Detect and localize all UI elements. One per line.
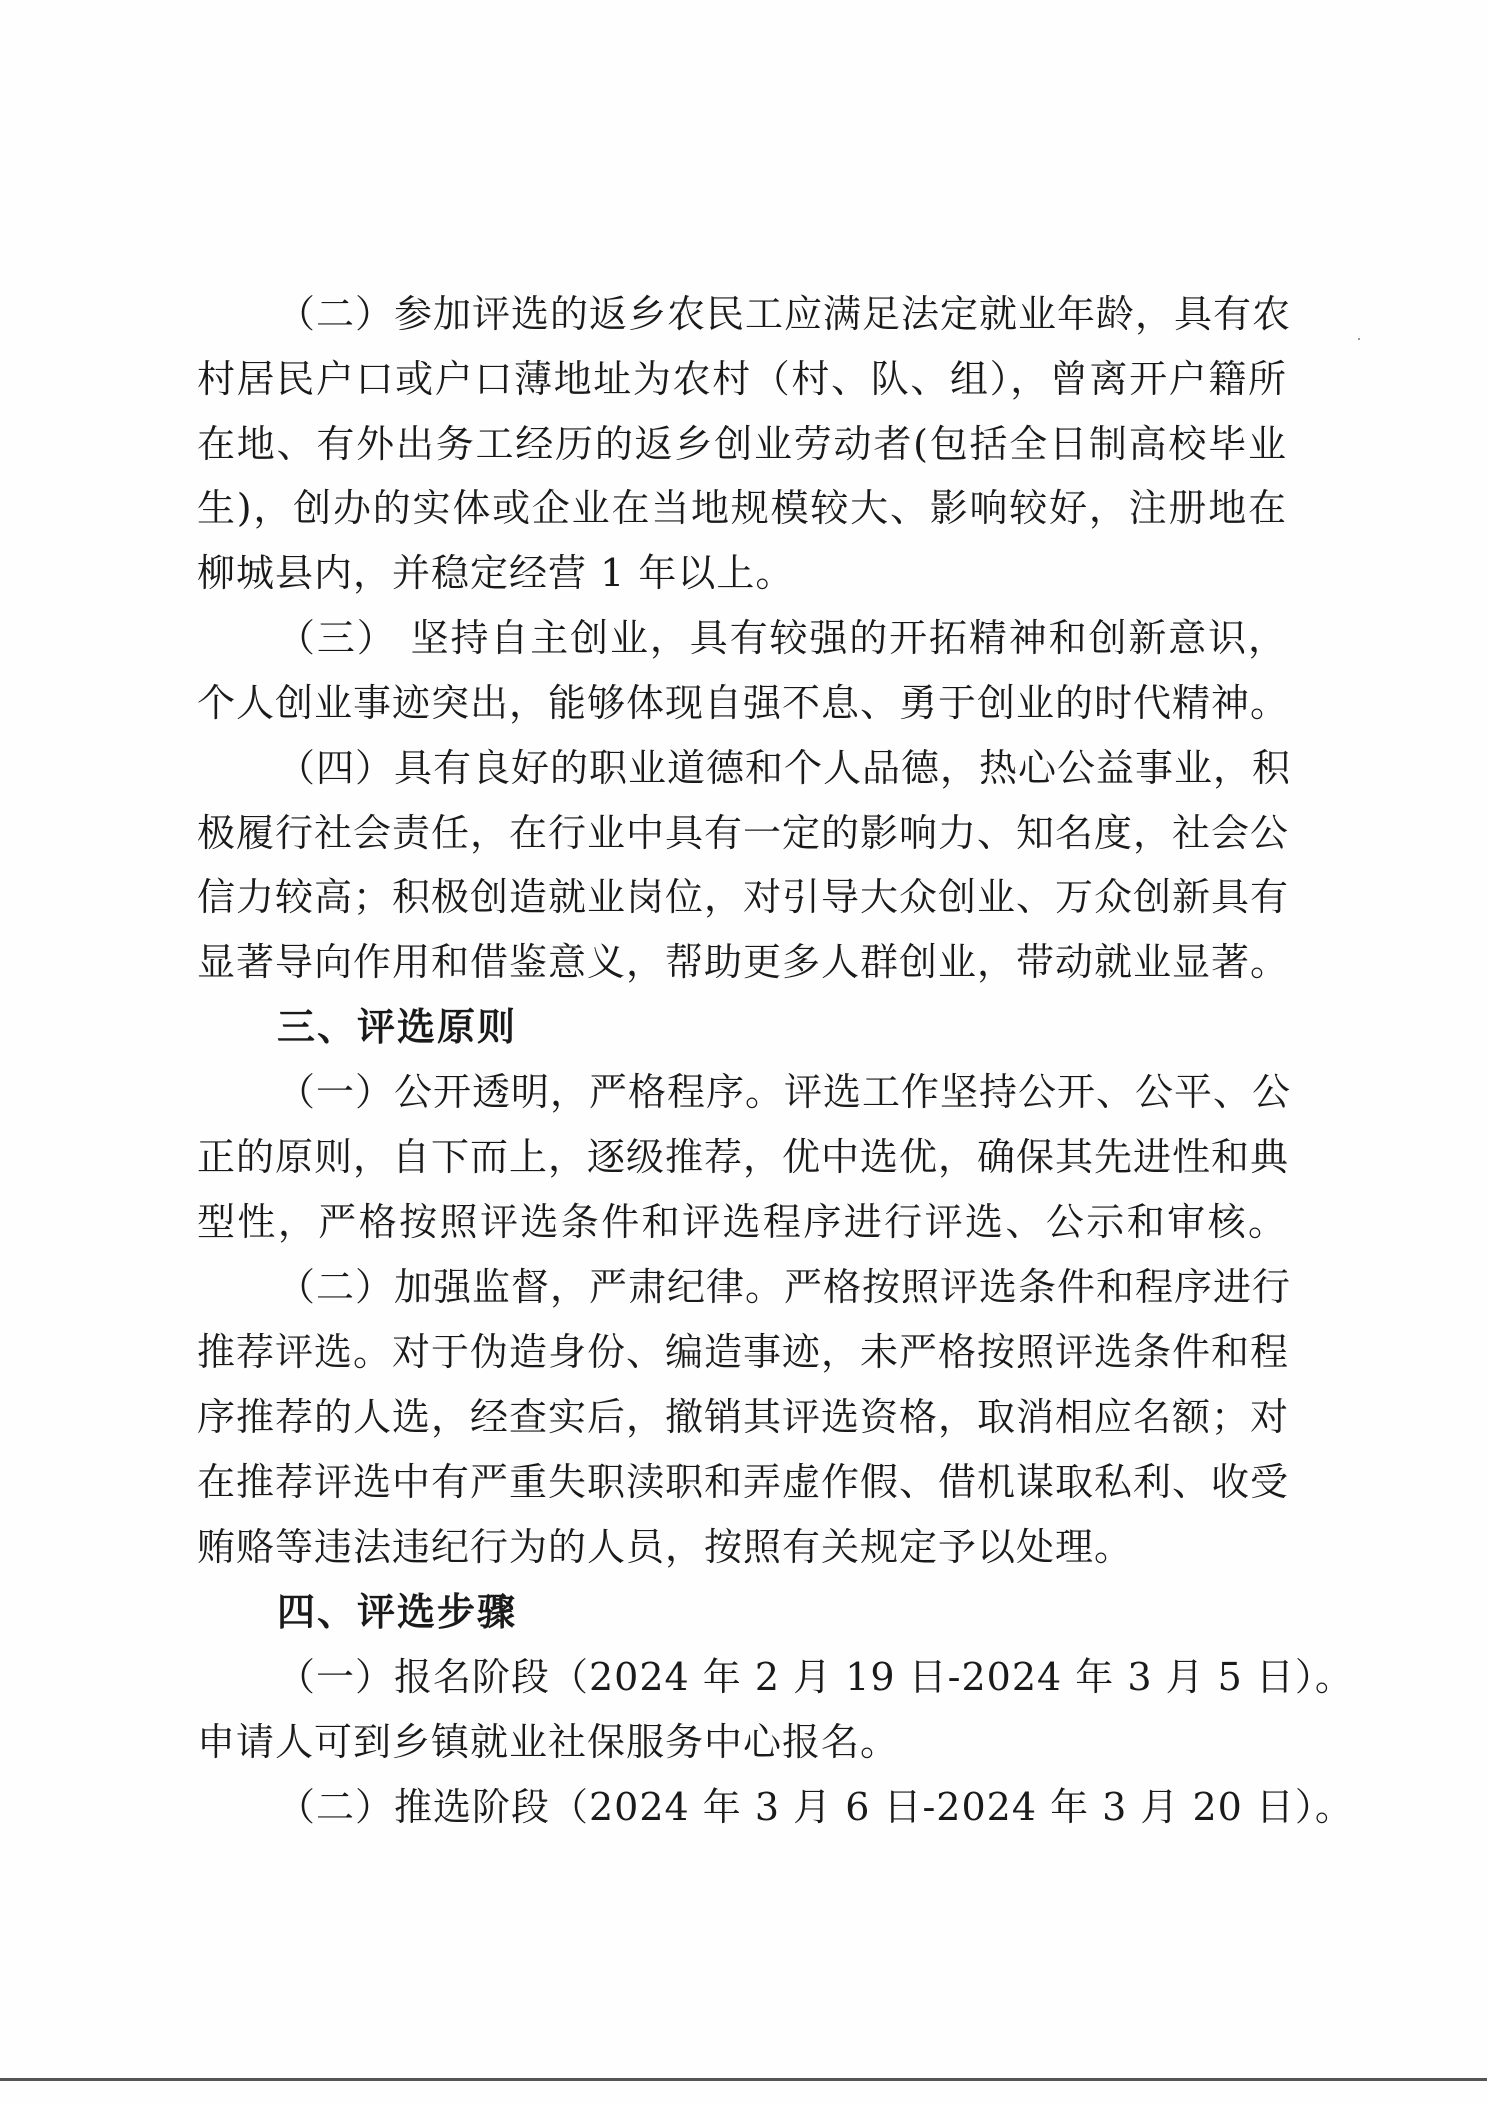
principle-1-line-3: 型性，严格按照评选条件和评选程序进行评选、公示和审核。 <box>197 1200 1287 1244</box>
section-heading-principles: 三、评选原则 <box>277 1005 518 1049</box>
paragraph-4-line-4: 显著导向作用和借鉴意义，帮助更多人群创业，带动就业显著。 <box>197 940 1290 984</box>
paragraph-4-line-3: 信力较高；积极创造就业岗位，对引导大众创业、万众创新具有 <box>197 875 1290 919</box>
scan-edge-line <box>0 2078 1487 2081</box>
paragraph-2-line-4: 生)，创办的实体或企业在当地规模较大、影响较好，注册地在 <box>197 486 1287 530</box>
paragraph-2-line-1: （二）参加评选的返乡农民工应满足法定就业年龄，具有农 <box>277 292 1292 336</box>
paragraph-3-line-2: 个人创业事迹突出，能够体现自强不息、勇于创业的时代精神。 <box>197 681 1290 725</box>
principle-2-line-2: 推荐评选。对于伪造身份、编造事迹，未严格按照评选条件和程 <box>197 1330 1290 1374</box>
step-1-line-2: 申请人可到乡镇就业社保服务中心报名。 <box>197 1720 900 1764</box>
scan-speck <box>1358 338 1360 340</box>
principle-2-line-1: （二）加强监督，严肃纪律。严格按照评选条件和程序进行 <box>277 1265 1292 1309</box>
paragraph-2-line-2: 村居民户口或户口薄地址为农村（村、队、组），曾离开户籍所 <box>197 357 1287 401</box>
section-heading-steps: 四、评选步骤 <box>277 1590 518 1634</box>
paragraph-2-line-5: 柳城县内，并稳定经营 1 年以上。 <box>197 551 795 595</box>
principle-2-line-4: 在推荐评选中有严重失职渎职和弄虚作假、借机谋取私利、收受 <box>197 1460 1290 1504</box>
step-2-line-1: （二）推选阶段（2024 年 3 月 6 日-2024 年 3 月 20 日）。 <box>277 1785 1354 1829</box>
paragraph-3-line-1: （三） 坚持自主创业，具有较强的开拓精神和创新意识， <box>277 616 1287 660</box>
step-1-line-1: （一）报名阶段（2024 年 2 月 19 日-2024 年 3 月 5 日）。 <box>277 1655 1354 1699</box>
paragraph-4-line-2: 极履行社会责任，在行业中具有一定的影响力、知名度，社会公 <box>197 811 1290 855</box>
principle-2-line-5: 贿赂等违法违纪行为的人员，按照有关规定予以处理。 <box>197 1525 1134 1569</box>
principle-1-line-1: （一）公开透明，严格程序。评选工作坚持公开、公平、公 <box>277 1070 1292 1114</box>
paragraph-2-line-3: 在地、有外出务工经历的返乡创业劳动者(包括全日制高校毕业 <box>197 422 1287 466</box>
principle-2-line-3: 序推荐的人选，经查实后，撤销其评选资格，取消相应名额；对 <box>197 1395 1290 1439</box>
paragraph-4-line-1: （四）具有良好的职业道德和个人品德，热心公益事业，积 <box>277 746 1292 790</box>
principle-1-line-2: 正的原则，自下而上，逐级推荐，优中选优，确保其先进性和典 <box>197 1135 1290 1179</box>
